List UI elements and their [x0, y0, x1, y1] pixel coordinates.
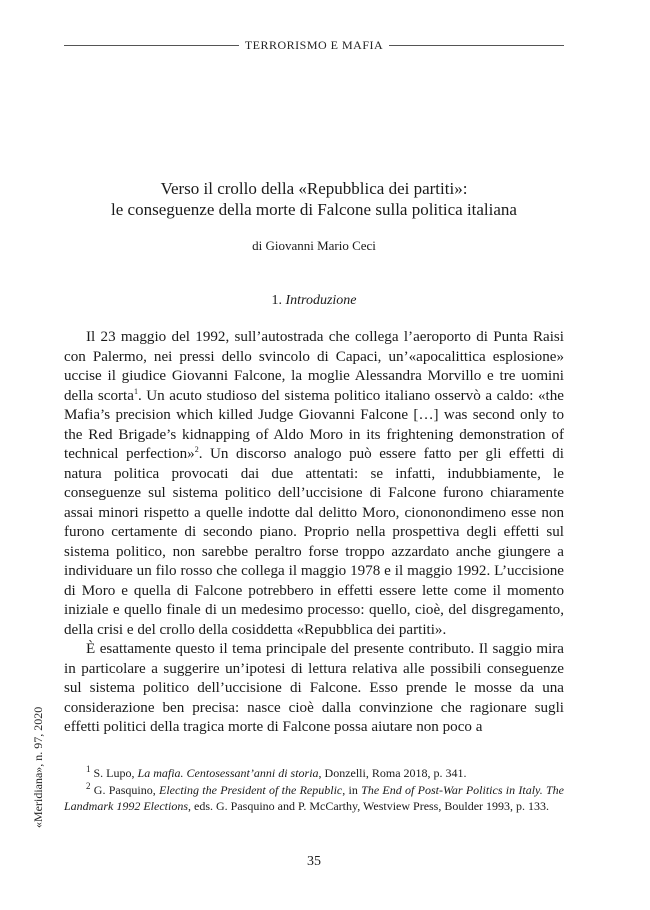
footnote-2-mid: , in	[342, 782, 362, 797]
footnote-1-lead: S. Lupo,	[90, 766, 138, 780]
header-rule-left	[64, 45, 239, 46]
footnotes	[64, 765, 564, 815]
paragraph-2: È esattamente questo il tema principale del presente contributo. Il saggio mira in particolare a suggerire un’ipotesi di lettura relativa alle possibili conseguenze sul sistema politico dell’uccisione di Falcone. Esso prende le mosse da una considerazione ben precisa: nasce cioè dalla convinzione che ragionare sugli effetti politici della tragica morte di Falcone possa aiutare non poco a	[64, 641, 564, 735]
header-rule-right	[389, 45, 564, 46]
page-number: 35	[307, 854, 321, 869]
section-number: 1.	[271, 293, 282, 308]
footnote-2-number: 2	[86, 780, 91, 791]
article-title	[64, 178, 564, 220]
section-name: Introduzione	[285, 293, 357, 308]
footnote-1-number: 1	[86, 764, 91, 774]
running-header-title: TERRORISMO E MAFIA	[244, 38, 384, 52]
footnote-ref-2: 2	[194, 444, 199, 454]
paragraph-1-part-3: . Un discorso analogo può essere fatto per gli effetti di natura politica provocati dai due attentati: se infatti, indubbiamente, le conseguenze sul sistema politico dell’uccisione di Falcone furono chiaramente assai minori rispetto a quelle indotte dal delitto Moro, ciononondimeno esse non furono certamente di secondo piano. Proprio nella prospettiva degli effetti sul sistema politico, non sarebbe peraltro forse troppo azzardato anche giungere a individuare un filo rosso che collega il maggio 1978 e il maggio 1992. L’uccisione di Moro e quella di Falcone potrebbero in effetti essere lette come il momento iniziale e quello finale di un medesimo processo: quello, cioè, del disgregamento, della crisi e del crollo della cosiddetta «Repubblica dei partiti».	[64, 446, 564, 638]
footnote-2-title: Electing the President of the Republic	[159, 782, 343, 797]
footnote-2	[64, 782, 564, 815]
section-heading	[64, 293, 564, 309]
footnote-ref-1: 1	[133, 386, 138, 396]
footnote-2-book-title: The End of Post-War Politics in Italy. The Landmark 1992 Elections	[64, 782, 564, 813]
footnote-1-rest: , Donzelli, Roma 2018, p. 341.	[318, 766, 467, 780]
paragraph-1	[64, 328, 564, 640]
article-title-line-1: Verso il crollo della «Repubblica dei partiti»:	[160, 179, 468, 198]
body-text	[64, 328, 564, 738]
running-header	[64, 38, 564, 53]
footnote-2-lead: G. Pasquino,	[90, 782, 160, 797]
paragraph-1-part-2: . Un acuto studioso del sistema politico italiano osservò a caldo: «the Mafia’s precision which killed Judge Giovanni Falcone […] was second only to the Red Brigade’s kidnapping of Aldo Moro in its frightening demonstration of technical perfection»	[64, 387, 564, 462]
footnote-2-rest: , eds. G. Pasquino and P. McCarthy, Westview Press, Boulder 1993, p. 133.	[188, 799, 550, 813]
journal-citation: «Meridiana», n. 97, 2020	[31, 706, 45, 828]
paragraph-1-part-1: Il 23 maggio del 1992, sull’autostrada che collega l’aeroporto di Punta Raisi con Palermo, nei pressi dello svincolo di Capaci, un’«apocalittica esplosione» uccise il giudice Giovanni Falcone, la moglie Alessandra Morvillo e tre uomini della scorta	[64, 329, 564, 404]
article-title-line-2: le conseguenze della morte di Falcone sulla politica italiana	[111, 200, 517, 219]
footnote-1	[64, 765, 564, 782]
footnote-1-title: La mafia. Centosessant’anni di storia	[137, 766, 319, 780]
author-byline: di Giovanni Mario Ceci	[252, 238, 376, 253]
